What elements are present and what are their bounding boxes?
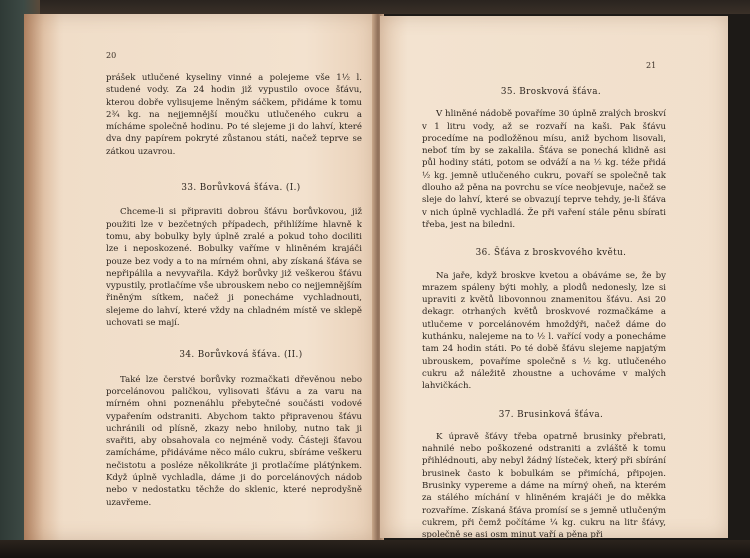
section-37-heading: 37. Brusinková šťáva.	[498, 409, 604, 420]
section-37-paragraph: K úpravě šťávy třeba opatrně brusinky přebrati, nahnilé nebo poškozené odstraniti a zvláště k tomu přihlédnouti, aby nebyl žádný lísteček, který při sbírání brusinek často k bobulkám se přimíchá, připojen. Brusinky vypereme a dáme na mírný oheň, na kterém za stálého míchání v hliněném krajáči je do měkka rozvaříme. Získaná šťáva promísí se s jemně utlučeným cukrem, při čemž počítáme ¼ kg. cukru na litr šťávy, společně se asi osm minut vaří a pěna při	[422, 431, 666, 541]
page-number-left: 20	[106, 51, 117, 60]
left-page	[24, 14, 376, 540]
page-number-right: 21	[646, 61, 657, 70]
section-33-paragraph: Chceme-li si připraviti dobrou šťávu borůvkovou, již použiti lze v bezčetných případech, přihlížíme hlavně k tomu, aby bobulky byly úplně zralé a pokud toho dociliti lze i neposkozené. Bobulky vaříme v hliněném krajáči pouze bez vody a to na mírném ohni, aby získaná šťáva se nepřipálila a nevyvařila. Když borůvky již veškerou šťávu vypustily, protlačíme vše ubrouskem nebo co nejjemnějším řiněným sítkem, načež ji ponecháme vychladnouti, slejeme do lahví, které vždy na chladném místě ve sklepě uchovati se mají.	[106, 207, 362, 329]
left-page-text	[106, 72, 362, 509]
right-page-text	[422, 86, 666, 542]
right-page	[380, 16, 728, 541]
book-cover-top	[0, 0, 750, 14]
section-34-paragraph: Také lze čerstvé borůvky rozmačkati dřevěnou nebo porcelánovou paličkou, vylisovati šťávu a za varu na mírném ohni poznenáhlu přebytečné součásti vodové vypařením odstraniti. Abychom takto připravenou šťávu uchránili od plísně, zkazy nebo hniloby, nutno tak ji svařiti, aby obsahovala co nejméně vody. Částeji šťavou zamícháme, přidáváme něco málo cukru, sbíráme veškeru nečistotu a posléze několikráte ji protlačíme plátýnkem. Když úplně vychladla, dáme ji do porcelánových nádob nebo v nedostatku těchže do sklenic, které neprodyšně uzavřeme.	[106, 374, 362, 508]
section-35-paragraph: V hliněné nádobě povaříme 30 úplně zralých broskví v 1 litru vody, až se rozvaří na kaši. Pak šťávu procedíme na podložěnou mísu, aniž bychom lisovali, neboť tím by se zakalila. Šťáva se ponechá klidně asi půl hodiny státi, potom se odváží a na ½ kg. téže přidá ½ kg. jemně utlučeného cukru, povaří se společně tak dlouho až pěna na povrchu se více neobjevuje, načež se sleje do lahví, které se obvazují teprve tehdy, je-li šťáva v nich úplně vychladlá. Že při vaření stále pěnu sbírati třeba, jest na biledni.	[422, 109, 666, 230]
section-36-heading: 36. Šťáva z broskvového květu.	[475, 248, 627, 259]
book-cover-bottom	[0, 540, 750, 558]
intro-paragraph: prášek utlučené kyseliny vinné a polejeme vše 1½ l. studené vody. Za 24 hodin již vypustilo ovoce šťávu, kterou dobře vylisujeme lněným sáčkem, přidáme k tomu 2¾ kg. na nejjemnější moučku utlučeného cukru a mícháme společně hodinu. Po té slejeme ji do lahví, které dva dny papírem pokryté zůstanou státi, načež teprve se zátkou uzavrou.	[106, 73, 362, 157]
section-35-heading: 35. Broskvová šťáva.	[500, 87, 602, 97]
section-36-paragraph: Na jaře, když broskve kvetou a obáváme se, že by mrazem spáleny býti mohly, a plodů nedonesly, lze si upraviti z květů libovonnou znamenitou šťávu. Asi 20 dekagr. otrhaných květů broskvové rozmačkáme a utlučeme v porcelánovém hmoždýři, načež dáme do kuthánku, nalejeme na to ½ l. vařící vody a ponecháme tam 24 hodin státi. Po té době šťávu slejeme napjatým ubrouskem, povaříme společně s ½ kg. utlučeného cukru až náležitě zhoustne a uchováme v malých lahvičkách.	[422, 270, 666, 392]
page-stain	[24, 14, 64, 540]
section-33-heading: 33. Borůvková šťáva. (I.)	[181, 183, 301, 194]
section-34-heading: 34. Borůvková šťáva. (II.)	[179, 350, 303, 361]
